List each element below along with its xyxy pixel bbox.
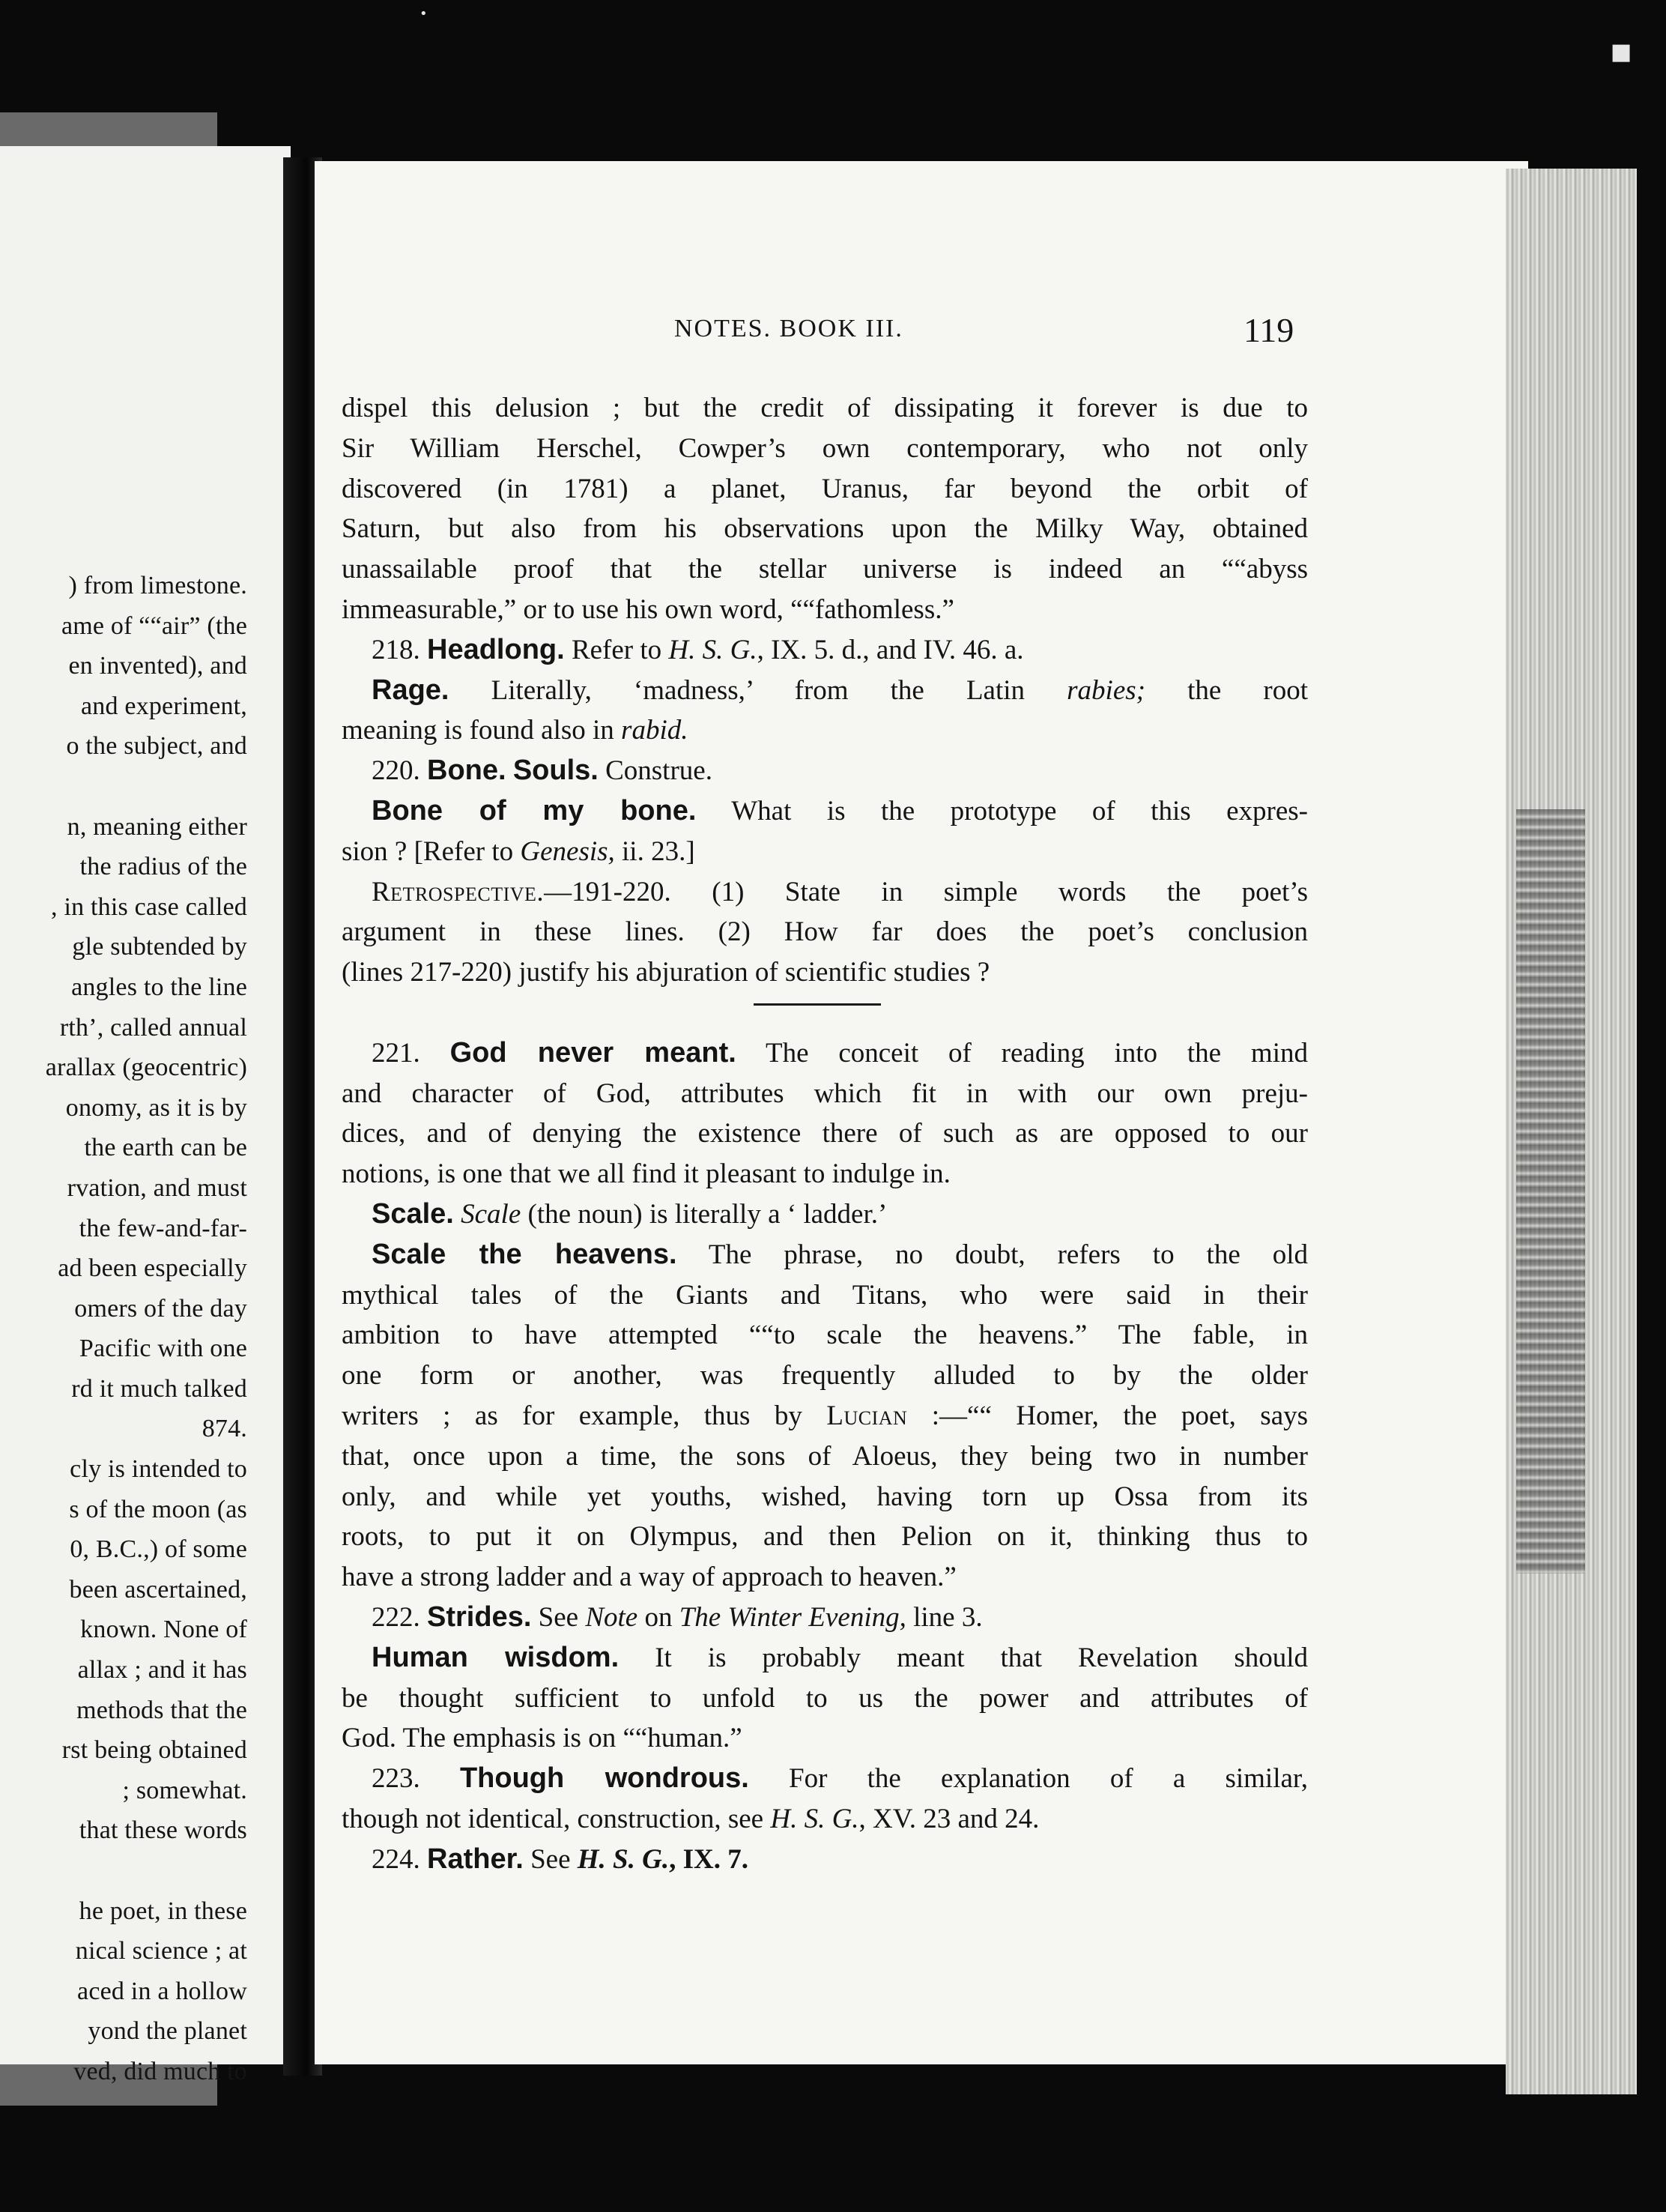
text-line: Sir William Herschel, Cowper’s own contemporary, who not only bbox=[342, 432, 1308, 464]
left-page-line: arallax (geocentric) bbox=[45, 1054, 247, 1082]
note-text: —191-220. (1) State in simple words the poet’s bbox=[544, 876, 1308, 907]
left-page-line: ame of ““air” (the bbox=[61, 611, 247, 640]
page-number: 119 bbox=[1244, 311, 1294, 349]
note-keyword: Though wondrous. bbox=[459, 1762, 749, 1795]
note-keyword: Strides. bbox=[427, 1601, 532, 1633]
text-line bbox=[342, 710, 1308, 751]
note-text: sion ? [Refer to bbox=[342, 835, 514, 867]
note-keyword: Bone of my bone. bbox=[372, 794, 697, 827]
left-page-line: n, meaning either bbox=[67, 812, 247, 841]
text-line: one form or another, was frequently alluded to by the older bbox=[342, 1360, 1308, 1391]
text-line: discovered (in 1781) a planet, Uranus, far beyond the orbit of bbox=[342, 473, 1308, 504]
left-page-line: the few-and-far- bbox=[79, 1214, 247, 1242]
note-224 bbox=[342, 1840, 1308, 1880]
note-text: though not identical, construction, see bbox=[342, 1803, 764, 1834]
note-keyword: Scale the heavens. bbox=[372, 1238, 677, 1270]
left-page-line: o the subject, and bbox=[66, 732, 247, 761]
note-keyword: Rather. bbox=[427, 1843, 524, 1875]
text-line: Saturn, but also from his observations upon the Milky Way, obtained bbox=[342, 513, 1308, 545]
text-line: be thought sufficient to unfold to us the power and attributes of bbox=[342, 1682, 1308, 1714]
left-page-line: ved, did much to bbox=[73, 2057, 247, 2085]
note-keyword: Scale. bbox=[372, 1197, 454, 1230]
note-number: 220. bbox=[372, 755, 420, 787]
section-divider bbox=[342, 993, 1308, 1033]
left-page-line: rst being obtained bbox=[61, 1736, 247, 1765]
note-text: See bbox=[538, 1601, 579, 1633]
note-number: 218. bbox=[372, 634, 420, 665]
text-line bbox=[342, 952, 1308, 993]
left-page-line bbox=[0, 1851, 247, 1891]
left-page-line: omers of the day bbox=[74, 1294, 247, 1323]
text-line: mythical tales of the Giants and Titans, who were said in their bbox=[342, 1279, 1308, 1311]
note-text: The conceit of reading into the mind bbox=[765, 1037, 1308, 1069]
left-page-line: 0, B.C.,) of some bbox=[70, 1535, 247, 1564]
left-page-line bbox=[0, 767, 247, 807]
note-text: meaning is found also in bbox=[342, 715, 614, 746]
left-page-line: onomy, as it is by bbox=[65, 1093, 247, 1122]
left-page-line: methods that the bbox=[76, 1696, 247, 1724]
divider-rule bbox=[754, 1003, 881, 1006]
note-keyword: Souls. bbox=[512, 755, 599, 787]
left-page-line: he poet, in these bbox=[79, 1897, 247, 1925]
note-text: The phrase, no doubt, refers to the old bbox=[708, 1239, 1308, 1270]
retrospective-heading bbox=[342, 872, 1308, 913]
note-text: Refer to bbox=[571, 634, 662, 665]
left-page-line: aced in a hollow bbox=[77, 1977, 247, 2005]
scan-artifact-dot: • bbox=[419, 6, 428, 22]
text-line: dices, and of denying the existence there of such as are opposed to our bbox=[342, 1118, 1308, 1149]
left-page-line: that these words bbox=[79, 1816, 247, 1845]
reference-hsg: H. S. G. bbox=[577, 1843, 670, 1875]
note-222 bbox=[342, 1598, 1308, 1638]
note-text: What is the prototype of this expres- bbox=[731, 795, 1308, 827]
note-text: on bbox=[644, 1601, 673, 1633]
note-scale-heavens bbox=[342, 1235, 1308, 1275]
note-text: :—““ Homer, the poet, says bbox=[931, 1400, 1309, 1431]
text-line: argument in these lines. (2) How far does the poet’s conclusion bbox=[342, 916, 1308, 948]
text-line bbox=[342, 1396, 1308, 1436]
note-human-wisdom bbox=[342, 1638, 1308, 1678]
work-title: The Winter Evening, bbox=[679, 1601, 906, 1633]
library-edge-stamp bbox=[1516, 809, 1585, 1574]
text-line bbox=[342, 1799, 1308, 1840]
note-text: See bbox=[530, 1843, 571, 1875]
reference-hsg: H. S. G. bbox=[668, 634, 757, 665]
text-line: God. The emphasis is on ““human.” bbox=[342, 1723, 742, 1754]
scan-artifact-mark: ■ bbox=[1611, 39, 1632, 65]
note-rage bbox=[342, 671, 1308, 711]
text-line: that, once upon a time, the sons of Aloeus, they being two in number bbox=[342, 1440, 1308, 1472]
english-word: rabid. bbox=[621, 715, 688, 746]
left-page-line: Pacific with one bbox=[79, 1335, 247, 1363]
left-page-line: cly is intended to bbox=[70, 1455, 247, 1484]
note-221 bbox=[342, 1033, 1308, 1074]
notes-body bbox=[342, 388, 1308, 1879]
text-line: dispel this delusion ; but the credit of dissipating it forever is due to bbox=[342, 393, 1308, 423]
note-number: 223. bbox=[372, 1763, 420, 1795]
note-text: line 3. bbox=[913, 1601, 983, 1633]
text-line: unassailable proof that the stellar universe is indeed an ““abyss bbox=[342, 554, 1308, 585]
left-page-line: been ascertained, bbox=[69, 1575, 247, 1604]
note-text: justify his abjuration of scientific studies ? bbox=[518, 957, 990, 988]
left-page-line: nical science ; at bbox=[75, 1937, 247, 1965]
note-keyword: Human wisdom. bbox=[372, 1641, 620, 1673]
note-text: (the noun) is literally a ‘ ladder.’ bbox=[527, 1198, 888, 1230]
left-page-line: ; somewhat. bbox=[122, 1776, 247, 1804]
left-page bbox=[0, 146, 291, 2085]
retrospective-label: Retrospective. bbox=[372, 876, 545, 907]
text-line: and character of God, attributes which fit in with our own preju- bbox=[342, 1078, 1308, 1109]
text-line bbox=[342, 832, 1308, 872]
text-line: immeasurable,” or to use his own word, ““fathomless.” bbox=[342, 593, 954, 625]
left-page-text bbox=[0, 566, 247, 2092]
left-page-line: 874. bbox=[202, 1415, 247, 1443]
note-text: ii. 23.] bbox=[622, 835, 695, 867]
note-text: , IX. 7. bbox=[669, 1843, 748, 1875]
note-text: writers ; as for example, thus by bbox=[342, 1400, 802, 1431]
page-header bbox=[674, 311, 1311, 360]
italic-word: Scale bbox=[461, 1198, 521, 1230]
left-page-line: yond the planet bbox=[88, 2017, 247, 2046]
text-line: have a strong ladder and a way of approach to heaven.” bbox=[342, 1562, 957, 1593]
note-scale bbox=[342, 1194, 1308, 1235]
left-page-line: allax ; and it has bbox=[77, 1656, 247, 1684]
text-line: roots, to put it on Olympus, and then Pelion on it, thinking thus to bbox=[342, 1521, 1308, 1553]
note-223 bbox=[342, 1759, 1308, 1799]
note-text: Construe. bbox=[605, 755, 712, 787]
reference-hsg: H. S. G. bbox=[770, 1803, 859, 1834]
latin-word: rabies; bbox=[1067, 674, 1145, 706]
left-page-line: rd it much talked bbox=[71, 1374, 247, 1403]
left-page-line: the earth can be bbox=[84, 1134, 247, 1162]
note-text: Literally, ‘madness,’ from the Latin bbox=[491, 674, 1026, 706]
note-number: 222. bbox=[372, 1601, 420, 1633]
left-page-line: the radius of the bbox=[79, 853, 247, 881]
note-keyword: Rage. bbox=[372, 674, 449, 706]
note-text: , IX. 5. d., and IV. 46. a. bbox=[757, 634, 1024, 665]
left-page-line: rth’, called annual bbox=[59, 1013, 247, 1042]
note-text: It is probably meant that Revelation should bbox=[655, 1642, 1309, 1673]
italic-word: Note bbox=[585, 1601, 638, 1633]
left-page-line: ad been especially bbox=[58, 1254, 247, 1283]
note-text: (lines 217-220) bbox=[342, 957, 512, 988]
note-bone bbox=[342, 791, 1308, 832]
left-page-line: rvation, and must bbox=[67, 1173, 247, 1202]
reference-genesis: Genesis, bbox=[520, 835, 615, 867]
note-number: 224. bbox=[372, 1843, 420, 1875]
author-name: Lucian bbox=[826, 1400, 908, 1431]
note-keyword: Bone. bbox=[427, 755, 506, 787]
note-text: the root bbox=[1187, 674, 1309, 706]
text-line: notions, is one that we all find it pleasant to indulge in. bbox=[342, 1158, 951, 1190]
left-page-line: angles to the line bbox=[71, 973, 247, 1001]
note-220 bbox=[342, 751, 1308, 791]
note-text: , XV. 23 and 24. bbox=[858, 1803, 1040, 1834]
note-keyword: God never meant. bbox=[449, 1036, 736, 1069]
running-title: NOTES. BOOK III. bbox=[674, 315, 903, 342]
left-page-line: ) from limestone. bbox=[68, 572, 247, 599]
text-line: ambition to have attempted ““to scale the heavens.” The fable, in bbox=[342, 1320, 1308, 1351]
left-page-line: s of the moon (as bbox=[69, 1495, 247, 1523]
note-text: For the explanation of a similar, bbox=[789, 1763, 1308, 1795]
text-line: only, and while yet youths, wished, having torn up Ossa from its bbox=[342, 1481, 1308, 1512]
left-page-line: en invented), and bbox=[68, 652, 247, 680]
left-page-line: and experiment, bbox=[80, 692, 247, 720]
note-218 bbox=[342, 630, 1308, 671]
left-page-line: known. None of bbox=[80, 1616, 247, 1644]
note-number: 221. bbox=[372, 1037, 420, 1069]
note-keyword: Headlong. bbox=[427, 633, 565, 665]
left-page-line: gle subtended by bbox=[72, 933, 247, 961]
left-page-line: , in this case called bbox=[51, 892, 247, 921]
